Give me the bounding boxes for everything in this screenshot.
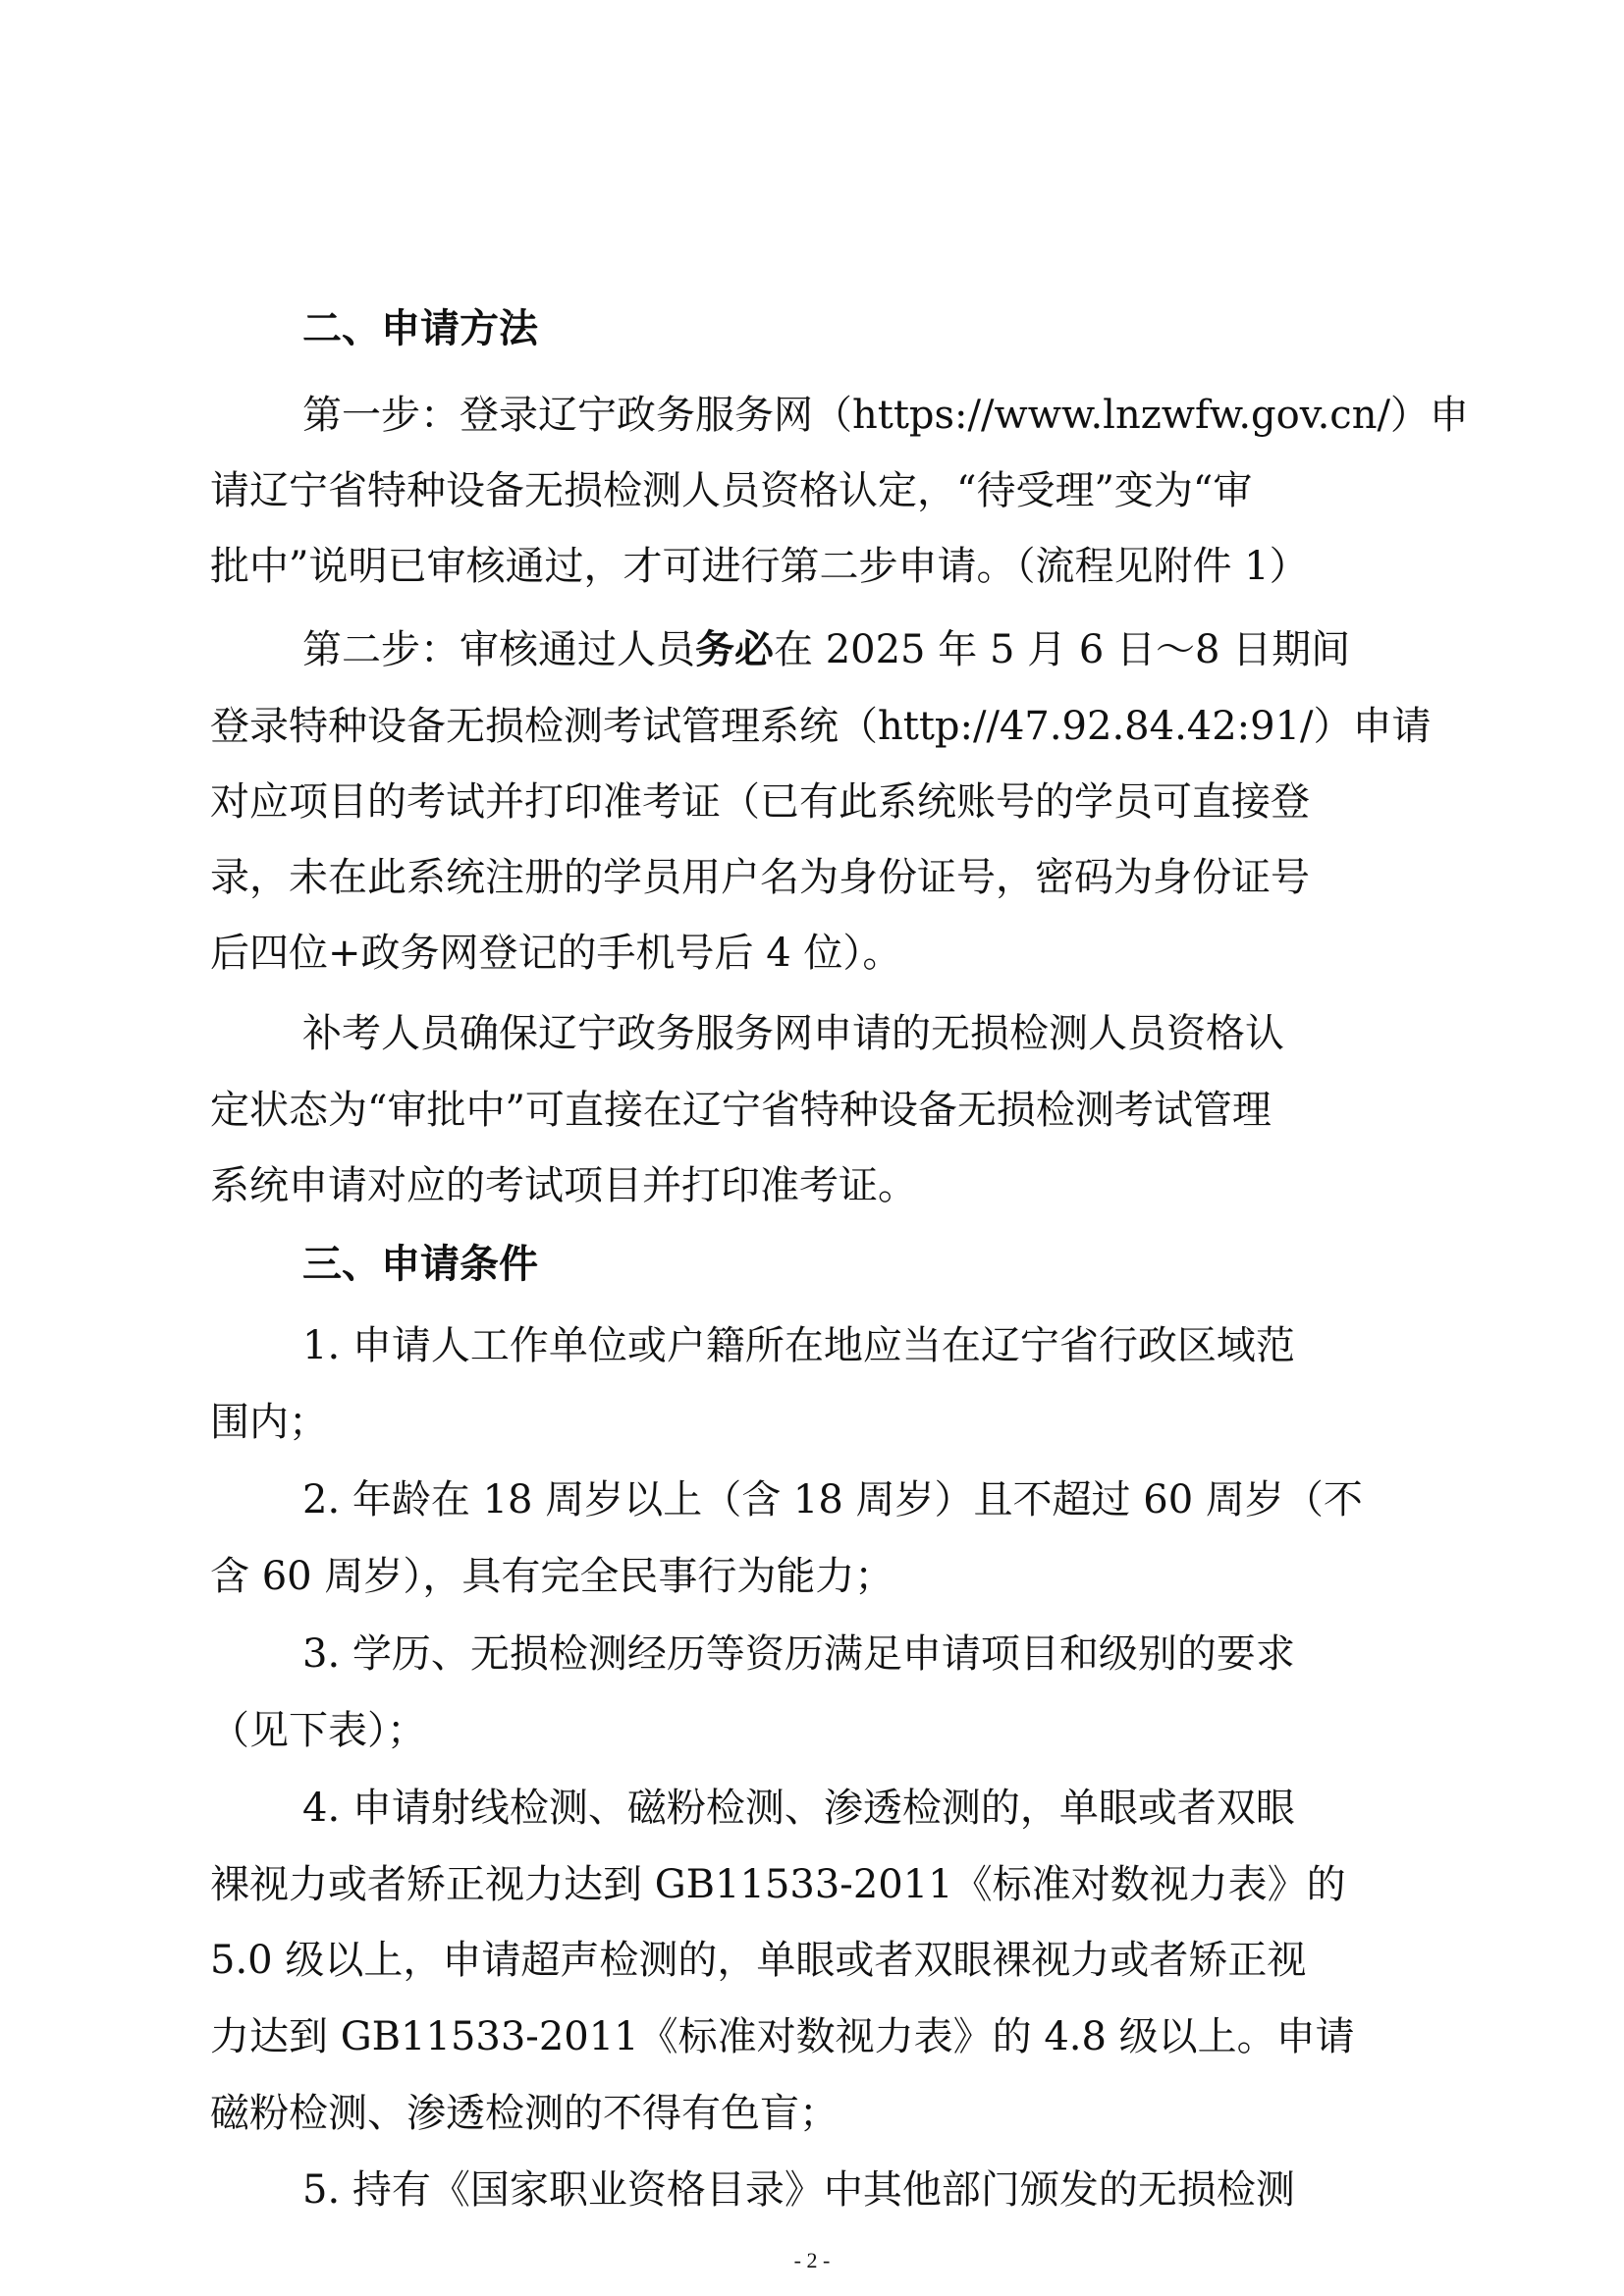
step1-line-3: 批中”说明已审核通过，才可进行第二步申请。（流程见附件 1）: [210, 544, 1309, 589]
step2-line-1: [302, 626, 1432, 673]
condition-4-line-3: 5.0 级以上，申请超声检测的，单眼或者双眼裸视力或者矫正视: [210, 1938, 1307, 1983]
step2-line-1-suffix: 在 2025 年 5 月 6 日～8 日期间: [774, 627, 1351, 672]
step2-line-5: 后四位+政务网登记的手机号后 4 位）。: [210, 931, 902, 976]
step2-line-1-prefix: 第二步：审核通过人员: [302, 627, 695, 672]
step1-line-2: 请辽宁省特种设备无损检测人员资格认定，“待受理”变为“审: [210, 468, 1253, 513]
step2-emphasis-text: 务必: [695, 626, 774, 672]
step2-line-3: 对应项目的考试并打印准考证（已有此系统账号的学员可直接登: [210, 779, 1310, 825]
condition-4-line-5: 磁粉检测、渗透检测的不得有色盲；: [210, 2091, 839, 2136]
condition-5-line-1: 5. 持有《国家职业资格目录》中其他部门颁发的无损检测: [302, 2167, 1295, 2213]
condition-2-line-1: 2. 年龄在 18 周岁以上（含 18 周岁）且不超过 60 周岁（不: [302, 1477, 1363, 1522]
condition-4-line-4: 力达到 GB11533-2011《标准对数视力表》的 4.8 级以上。申请: [210, 2014, 1355, 2059]
supplement-line-2: 定状态为“审批中”可直接在辽宁省特种设备无损检测考试管理: [210, 1088, 1272, 1133]
step2-line-4: 录，未在此系统注册的学员用户名为身份证号，密码为身份证号: [210, 855, 1310, 900]
section-heading-application-conditions: 三、申请条件: [302, 1242, 538, 1287]
condition-4-line-2: 裸视力或者矫正视力达到 GB11533-2011《标准对数视力表》的: [210, 1862, 1346, 1907]
condition-1-line-1: 1. 申请人工作单位或户籍所在地应当在辽宁省行政区域范: [302, 1323, 1295, 1368]
supplement-line-3: 系统申请对应的考试项目并打印准考证。: [210, 1163, 917, 1208]
step2-line-2: 登录特种设备无损检测考试管理系统（http://47.92.84.42:91/）申请: [210, 704, 1432, 749]
condition-1-line-2: 围内；: [210, 1400, 328, 1445]
condition-2-line-2: 含 60 周岁），具有完全民事行为能力；: [210, 1554, 894, 1599]
condition-3-line-1: 3. 学历、无损检测经历等资历满足申请项目和级别的要求: [302, 1631, 1295, 1677]
section-heading-application-method: 二、申请方法: [302, 306, 538, 351]
supplement-line-1: 补考人员确保辽宁政务服务网申请的无损检测人员资格认: [302, 1011, 1284, 1056]
step1-line-1: 第一步：登录辽宁政务服务网（https://www.lnzwfw.gov.cn/）申: [302, 393, 1469, 438]
page-number: - 2 -: [793, 2248, 831, 2272]
condition-4-line-1: 4. 申请射线检测、磁粉检测、渗透检测的，单眼或者双眼: [302, 1786, 1295, 1831]
condition-3-line-2: （见下表）；: [210, 1708, 426, 1753]
